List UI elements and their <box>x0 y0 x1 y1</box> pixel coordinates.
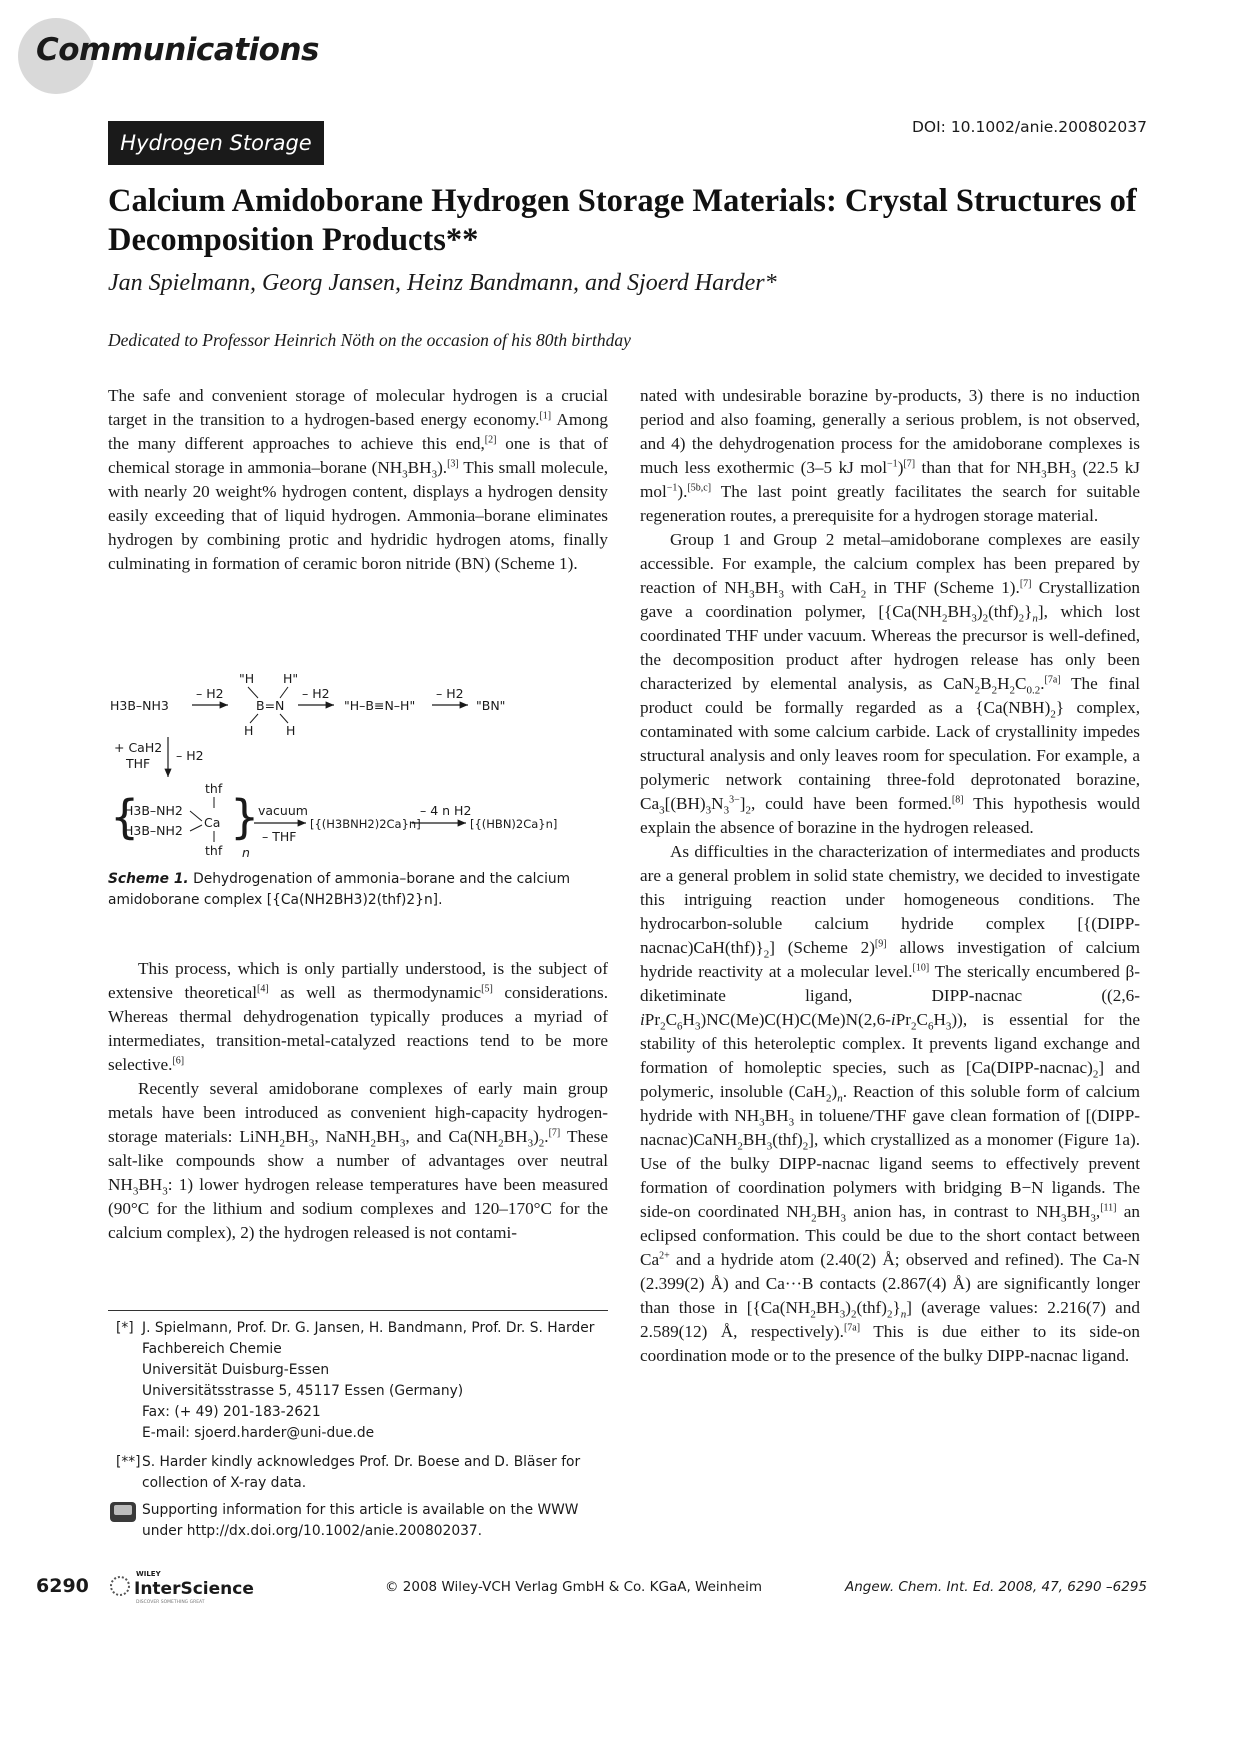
computer-icon <box>110 1502 136 1522</box>
footer-copyright: © 2008 Wiley-VCH Verlag GmbH & Co. KGaA, Weinheim <box>385 1579 762 1595</box>
scheme-caption-label: Scheme 1. <box>108 871 189 887</box>
paragraph: Group 1 and Group 2 metal–amidoborane complexes are easily accessible. For example, the calcium complex has been prepared by reaction of $NH_3BH_3$ with CaH$_2$ in THF (Scheme 1).[7] Crystallization gave a coordination polymer, $[\{Ca(NH_2BH_3)_2(thf)_2\}_n]$, which lost coordinated THF under vacuum. Whereas the precursor is well-defined, the decomposition product after hydrogen release has only been characterized by elemental analysis, as $CaN_2B_2H_2C_{0.2}.[7a]$ The final product could be formally regarded as a $\{Ca(NBH)_2\}$ complex, contaminated with some calcium carbide. Lack of crystallinity impedes structural analysis and only leaves room for speculation. For example, a polymeric network containing three-fold deprotonated borazine, $Ca_3[(BH)_3N_3^{3-}]_2$, could have been formed.[8] This hypothesis would explain the absence of borazine in the hydrogen released. <box>640 530 1141 837</box>
paragraph: Recently several amidoborane complexes of early main group metals have been introduced as convenient high-capacity hydrogen-storage materials: $LiNH_2BH_3$, $NaNH_2BH_3$, and $Ca(NH_2BH_3)_2.[7]$ These salt-like compounds show a number of advantages over neutral $NH_3BH_3$: 1) lower hydrogen release temperatures have been measured (90°C for the lithium and sodium complexes and 120–170°C for the calcium complex), 2) the hydrogen released is not contami- <box>108 1079 608 1242</box>
scheme-polymer-2: [{(HBN)2Ca}n] <box>470 817 558 831</box>
page-number: 6290 <box>36 1575 89 1597</box>
scheme-caption-text: Dehydrogenation of ammonia–borane and the calcium amidoborane complex [{Ca(NH2BH3)2(thf)2}n]. <box>108 871 571 908</box>
scheme-bond-ca-n1 <box>190 811 202 821</box>
scheme-n-subscript: n <box>242 845 250 860</box>
footer-journal-citation: Angew. Chem. Int. Ed. 2008, 47, 6290 –6295 <box>845 1579 1147 1595</box>
logo-small-text: WILEY <box>136 1570 161 1578</box>
interscience-logo <box>108 1566 273 1606</box>
scheme-minus-h2-2: – H2 <box>302 686 330 701</box>
scheme-b-eq-n: B=N <box>256 698 285 713</box>
section-title: Communications <box>36 32 319 68</box>
scheme-1-diagram <box>108 665 608 865</box>
footnote-email[interactable]: E-mail: sjoerd.harder@uni-due.de <box>142 1425 375 1441</box>
scheme-minus-thf: – THF <box>262 829 297 844</box>
logo-tagline: DISCOVER SOMETHING GREAT <box>136 1600 205 1605</box>
article-authors: Jan Spielmann, Georg Jansen, Heinz Bandmann, and Sjoerd Harder* <box>108 270 777 296</box>
scheme-bond-ca-n2 <box>190 825 202 831</box>
scheme-bond-bl <box>250 714 258 723</box>
footnote-mark: [*] <box>116 1320 134 1336</box>
footnote-line: Fax: (+ 49) 201-183-2621 <box>142 1404 321 1420</box>
paragraph: The safe and convenient storage of molecular hydrogen is a crucial target in the transition to a hydrogen-based energy economy.[1] Among the many different approaches to achieve this end,[2] one is that of chemical storage in ammonia–borane $(NH_3BH_3).[3]$ This small molecule, with nearly 20 weight% hydrogen content, displays a hydrogen density easily exceeding that of liquid hydrogen. Ammonia–borane eliminates hydrogen by combining protic and hydridic hydrogen atoms, finally culminating in formation of ceramic boron nitride (BN) (Scheme 1). <box>108 386 608 573</box>
scheme-minus-h2-down: – H2 <box>176 748 204 763</box>
scheme-thf-bottom: thf <box>205 843 223 858</box>
footnote-line: Universität Duisburg-Essen <box>142 1362 330 1378</box>
body-right <box>640 384 1140 1368</box>
body-left-top <box>108 384 608 576</box>
topic-label: Hydrogen Storage <box>120 131 312 155</box>
scheme-vacuum: vacuum <box>258 803 308 818</box>
scheme-h-b-triple-n-h: "H–B≡N–H" <box>344 698 416 713</box>
scheme-plus-cah2: + CaH2 <box>114 740 163 755</box>
scheme-polymer-1: [{(H3BNH2)2Ca}n] <box>310 817 421 831</box>
dedication: Dedicated to Professor Heinrich Nöth on the occasion of his 80th birthday <box>108 330 631 350</box>
scheme-bracket-right: } <box>230 790 260 844</box>
article-title: Calcium Amidoborane Hydrogen Storage Materials: Crystal Structures of Decomposition Products** <box>108 183 1137 258</box>
footnote-mark: [**] <box>116 1454 141 1470</box>
footnote-rule <box>108 1310 608 1311</box>
scheme-bond-tl <box>248 687 258 698</box>
topic-banner <box>108 121 324 165</box>
scheme-h3b-nh2-top: H3B–NH2 <box>124 803 183 818</box>
logo-text: InterScience <box>134 1579 254 1599</box>
footnote-line: J. Spielmann, Prof. Dr. G. Jansen, H. Bandmann, Prof. Dr. S. Harder <box>142 1320 595 1336</box>
footnote-acknowledgment <box>108 1452 608 1496</box>
scheme-bn: "BN" <box>476 698 506 713</box>
footnote-line: Universitätsstrasse 5, 45117 Essen (Germany) <box>142 1383 464 1399</box>
footnote-line: Fachbereich Chemie <box>142 1341 282 1357</box>
scheme-minus-h2-1: – H2 <box>196 686 224 701</box>
scheme-bracket-left: { <box>110 790 140 844</box>
scheme-ca: Ca <box>204 815 221 830</box>
scheme-h-top-right: H" <box>283 671 299 686</box>
doi: DOI: 10.1002/anie.200802037 <box>911 118 1147 136</box>
paragraph: This process, which is only partially understood, is the subject of extensive theoretical[4] as well as thermodynamic[5] considerations. Whereas thermal dehydrogenation typically produces a myriad of intermediates, transition-metal-catalyzed reactions tend to be more selective.[6] <box>108 959 608 1074</box>
paragraph: As difficulties in the characterization of intermediates and products are a general problem in solid state chemistry, we decided to investigate this intriguing reaction under homogeneous conditions. The hydrocarbon-soluble calcium hydride complex $[\{(DIPP-nacnac)CaH(thf)\}_2]$ (Scheme 2)[9] allows investigation of calcium hydride reactivity at a molecular level.[10] The sterically encumbered β-diketiminate ligand, DIPP-nacnac $((2,6-iPr_2C_6H_3)NC(Me)C(H)C(Me)N(2,6-iPr_2C_6H_3))$, is essential for the stability of this heteroleptic complex. It prevents ligand exchange and formation of homoleptic species, such as $[Ca(DIPP-nacnac)_2]$ and polymeric, insoluble $(CaH_2)_n$. Reaction of this soluble form of calcium hydride with $NH_3BH_3$ in toluene/THF gave clean formation of $[(DIPP-nacnac)CaNH_2BH_3(thf)_2]$, which crystallized as a monomer (Figure 1a). Use of the bulky DIPP-nacnac ligand seems to effectively prevent formation of coordination polymers with bridging B−N ligands. The side-on coordinated $NH_2BH_3$ anion has, in contrast to $NH_3BH_3,[11]$ an eclipsed conformation. This could be due to the short contact between $Ca^{2+}$ and a hydride atom (2.40(2) Å; observed and refined). The Ca-N (2.399(2) Å) and Ca···B contacts (2.867(4) Å) are significantly longer than those in $[\{Ca(NH_2BH_3)_2(thf)_2\}_n]$ (average values: 2.216(7) and 2.589(12) Å, respectively).[7a] This is due either to its side-on coordination mode or to the presence of the bulky DIPP-nacnac ligand. <box>640 842 1141 1365</box>
footnote-text: S. Harder kindly acknowledges Prof. Dr. Boese and D. Bläser for collection of X-ray data. <box>142 1454 581 1491</box>
paragraph: nated with undesirable borazine by-products, 3) there is no induction period and also foaming, generally a serious problem, is not observed, and 4) the dehydrogenation process for the amidoborane complexes is much less exothermic (3–5 kJ mol$^{-1}$)[7] than that for $NH_3BH_3$ (22.5 kJ mol$^{-1}$).[5b,c] The last point greatly facilitates the search for suitable regeneration routes, a prerequisite for a hydrogen storage material. <box>640 386 1140 525</box>
scheme-caption <box>108 869 608 911</box>
footnote-link-text[interactable]: Supporting information for this article is available on the WWW under http://dx.doi.org/10.1002/anie.200802037. <box>142 1502 579 1539</box>
scheme-minus-4n-h2: – 4 n H2 <box>420 803 472 818</box>
footnote-affiliation <box>108 1318 608 1450</box>
scheme-h-bottom-left: H <box>244 723 254 738</box>
body-left-lower <box>108 957 608 1245</box>
scheme-h-bottom-right: H <box>286 723 296 738</box>
scheme-thf-top: thf <box>205 781 223 796</box>
scheme-h3b-nh2-bottom: H3B–NH2 <box>124 823 183 838</box>
scheme-h3b-nh3: H3B–NH3 <box>110 698 169 713</box>
scheme-thf-reagent: THF <box>126 756 151 771</box>
scheme-h-top-left: "H <box>239 671 255 686</box>
scheme-bond-br <box>280 714 288 723</box>
scheme-minus-h2-3: – H2 <box>436 686 464 701</box>
footnote-supporting-info <box>108 1500 608 1544</box>
scheme-bond-tr <box>280 687 288 698</box>
